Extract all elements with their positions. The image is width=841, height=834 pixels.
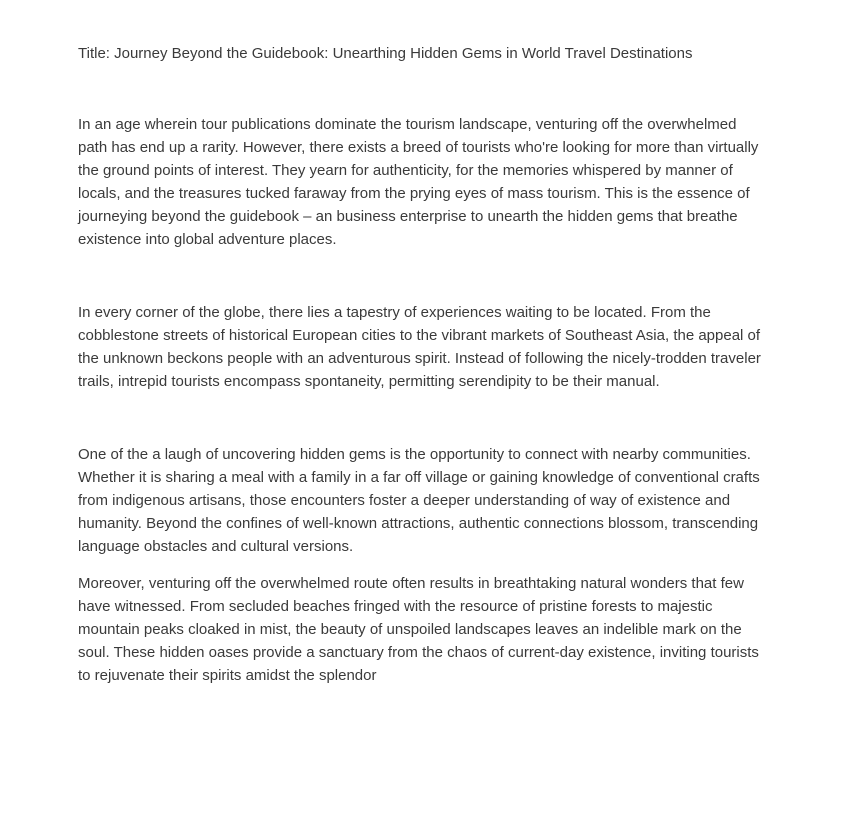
paragraph-4: Moreover, venturing off the overwhelmed route often results in breathtaking natural wonders that few have witnessed. From secluded beaches fringed with the resource of pristine forests to majestic mountain peaks cloaked in mist, the beauty of unspoiled landscapes leaves an indelible mark on the soul. These hidden oases provide a sanctuary from the chaos of current-day existence, inviting tourists to rejuvenate their spirits amidst the splendor [78, 575, 759, 684]
paragraph-1: In an age wherein tour publications dominate the tourism landscape, venturing off the overwhelmed path has end up a rarity. However, there exists a breed of tourists who're looking for more than virtually the ground points of interest. They yearn for authenticity, for the memories whispered by manner of locals, and the treasures tucked faraway from the prying eyes of mass tourism. This is the essence of journeying beyond the guidebook – an business enterprise to unearth the hidden gems that breathe existence into global adventure places. [78, 116, 759, 248]
paragraph-3: One of the a laugh of uncovering hidden gems is the opportunity to connect with nearby communities. Whether it is sharing a meal with a family in a far off village or gaining knowledge of conventional crafts from indigenous artisans, those encounters foster a deeper understanding of way of existence and humanity. Beyond the confines of well-known attractions, authentic connections blossom, transcending language obstacles and cultural versions. [78, 446, 760, 555]
paragraph-2: In every corner of the globe, there lies a tapestry of experiences waiting to be located. From the cobblestone streets of historical European cities to the vibrant markets of Southeast Asia, the appeal of the unknown beckons people with an adventurous spirit. Instead of following the nicely-trodden traveler trails, intrepid tourists encompass spontaneity, permitting serendipity to be their manual. [78, 304, 761, 390]
document-title: Title: Journey Beyond the Guidebook: Unearthing Hidden Gems in World Travel Destinations [78, 45, 693, 62]
document-content [78, 42, 764, 687]
